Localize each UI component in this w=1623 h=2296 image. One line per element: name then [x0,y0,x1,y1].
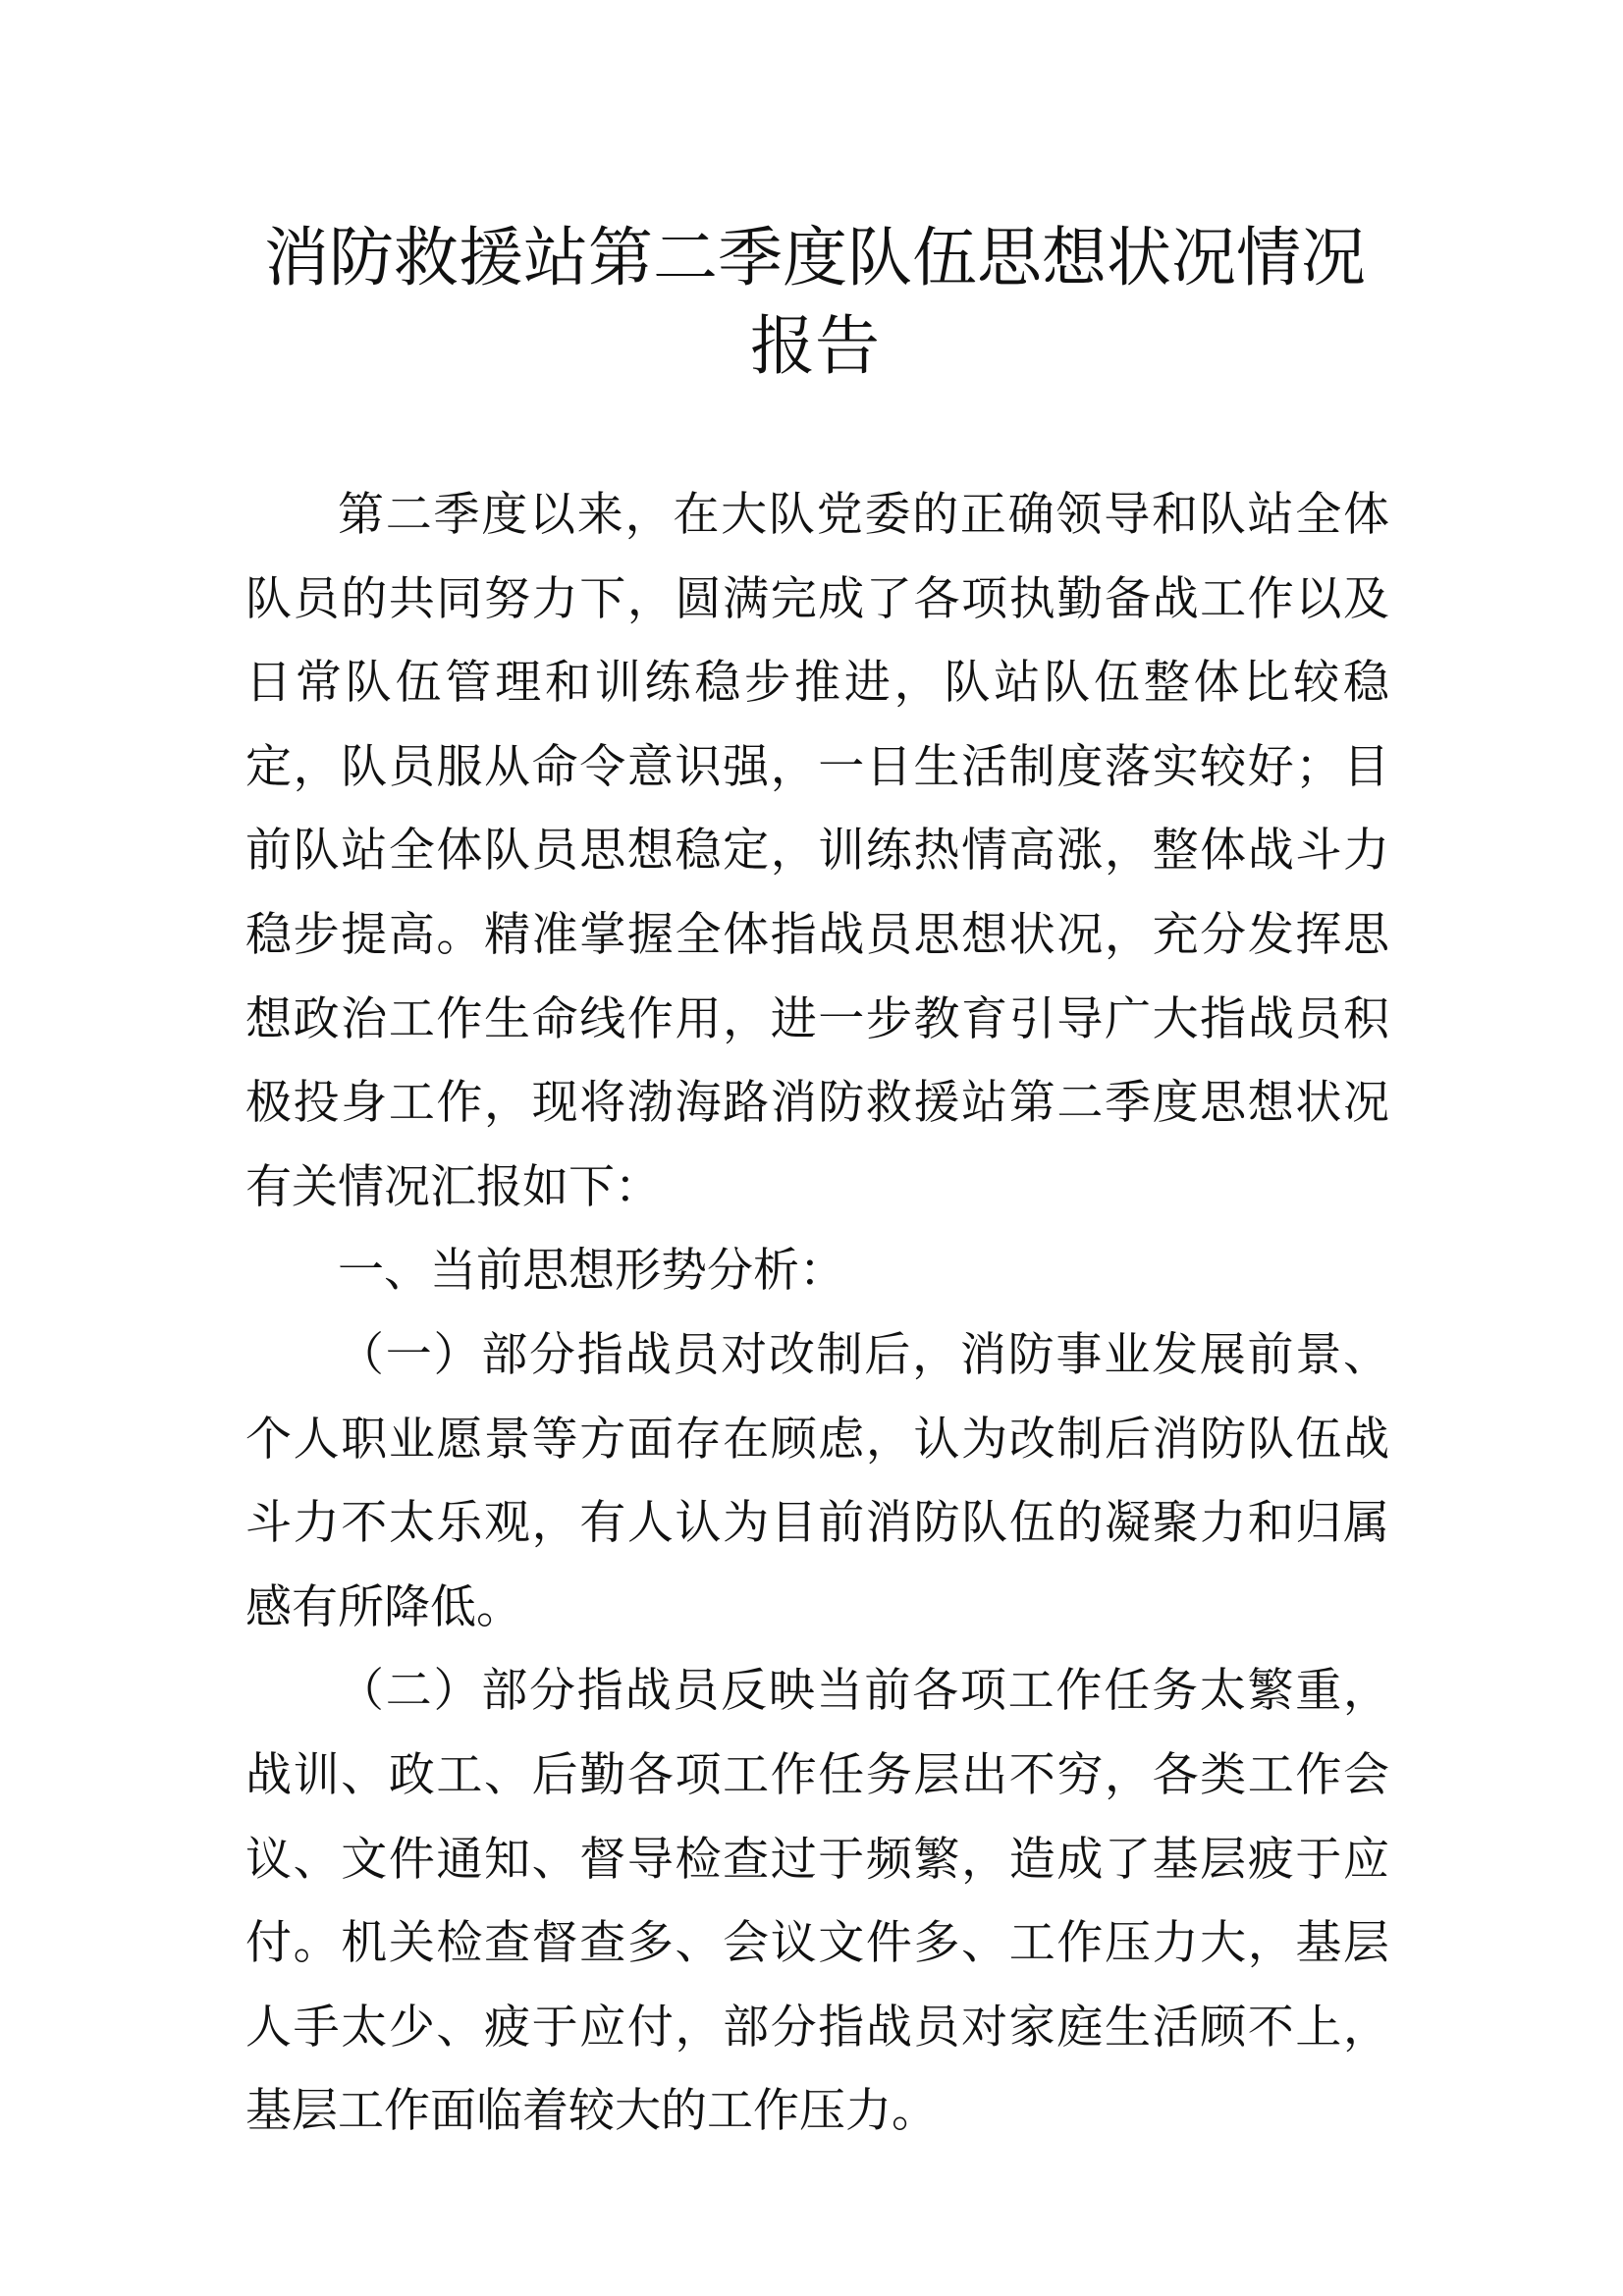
paragraph-intro: 第二季度以来，在大队党委的正确领导和队站全体队员的共同努力下，圆满完成了各项执勤备战工作以及日常队伍管理和训练稳步推进，队站队伍整体比较稳定，队员服从命令意识强，一日生活制度落实较好；目前队站全体队员思想稳定，训练热情高涨，整体战斗力稳步提高。精准掌握全体指战员思想状况，充分发挥思想政治工作生命线作用，进一步教育引导广大指战员积极投身工作，现将渤海路消防救援站第二季度思想状况有关情况汇报如下： [245,488,1389,1214]
paragraph-item-2: （二）部分指战员反映当前各项工作任务太繁重，战训、政工、后勤各项工作任务层出不穷，各类工作会议、文件通知、督导检查过于频繁，造成了基层疲于应付。机关检查督查多、会议文件多、工作压力大，基层人手太少、疲于应付，部分指战员对家庭生活顾不上，基层工作面临着较大的工作压力。 [245,1664,1389,2139]
paragraph-item-1: （一）部分指战员对改制后，消防事业发展前景、个人职业愿景等方面存在顾虑，认为改制后消防队伍战斗力不太乐观，有人认为目前消防队伍的凝聚力和归属感有所降低。 [245,1327,1389,1634]
paragraph-section-heading: 一、当前思想形势分析： [338,1244,845,1299]
document-body [245,473,1389,2154]
document-title: 消防救援站第二季度队伍思想状况情况报告 [264,220,1366,384]
